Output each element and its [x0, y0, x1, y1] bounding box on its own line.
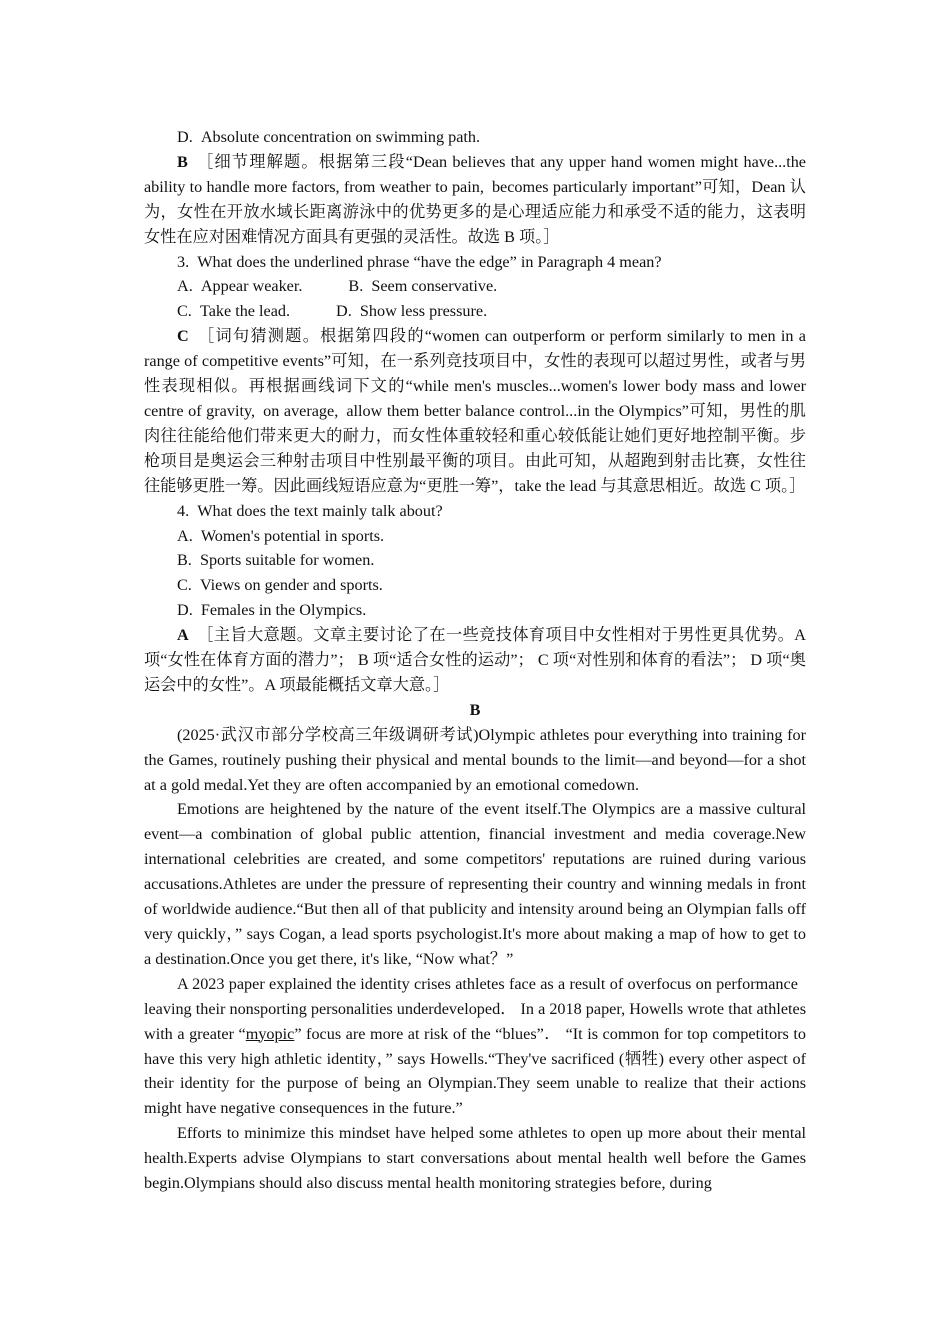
q4-option-c: C. Views on gender and sports.: [177, 576, 383, 595]
q3-answer-letter: C: [177, 327, 189, 346]
q4-explanation: [144, 623, 806, 698]
q2-option-d: D. Absolute concentration on swimming path.: [177, 128, 481, 146]
paragraph-3-text-start: A 2023 paper explained the identity crises athletes face as a result of overfocus on performance leaving their nonsporting personalities underdeveloped． In a 2018 paper, Howells wrote that athletes with a greater “: [144, 974, 806, 1043]
q4-option-a: A. Women's potential in sports.: [177, 526, 385, 545]
q3-option-d: D. Show less pressure.: [336, 302, 488, 321]
section-title: B: [469, 700, 481, 719]
q3-option-c: C. Take the lead.: [177, 302, 291, 321]
paragraph-3-text-end: ” focus are more at risk of the “blues”． “It is common for top competitors to have this very high athletic identity，” says Howells.“They've sacrificed (牺牲) every other aspect of their identity for the purpose of being an Olympian.They seem unable to realize that their actions might have negative consequences in the future.”: [144, 1024, 806, 1118]
passage-paragraph-3: [144, 972, 806, 1121]
q4-answer-letter: A: [177, 626, 189, 645]
q3-explanation: [144, 324, 806, 498]
passage-paragraph-4: Efforts to minimize this mindset have helped some athletes to open up more about their mental health.Experts advise Olympians to start conversations about mental health well before the Games begin.Olympians should also discuss mental health monitoring strategies before, during: [144, 1124, 806, 1193]
passage-paragraph-2: Emotions are heightened by the nature of the event itself.The Olympics are a massive cultural event—a combination of global public attention, financial investment and media coverage.New international celebrities are created, and some competitors' reputations are ruined during various accusations.Athletes are under the pressure of representing their country and winning medals in front of worldwide audience.“But then all of that publicity and intensity around being an Olympian falls off very quickly，” says Cogan, a lead sports psychologist.It's more about making a map of how to get to a destination.Once you get there, it's like, “Now what？”: [144, 800, 806, 968]
q4-stem: 4. What does the text mainly talk about?: [177, 501, 443, 520]
q2-answer-letter: B: [177, 152, 188, 171]
q3-option-a: A. Appear weaker.: [177, 277, 303, 296]
q4-option-d: D. Females in the Olympics.: [177, 601, 367, 620]
document-content: [144, 125, 806, 1196]
q2-explanation-text: ［细节理解题。根据第三段“Dean believes that any upper hand women might have...the ability to handle more factors, from weather to pain, becomes particularly important”可知，Dean 认为，女性在开放水域长距离游泳中的优势更多的是心理适应能力和承受不适的能力，这表明女性在应对困难情况方面具有更强的灵活性。故选 B 项。］: [144, 152, 806, 246]
q3-options-row-1: [144, 274, 806, 299]
q3-options-row-2: [144, 299, 806, 324]
q3-explanation-text: ［词句猜测题。根据第四段的“women can outperform or perform similarly to men in a range of competitive events”可知，在一系列竞技项目中，女性的表现可以超过男性，或者与男性表现相似。再根据画线词下文的“while men's muscles...women's lower body mass and lower centre of gravity, on average, allow them better balance control...in the Olympics”可知，男性的肌肉往往能给他们带来更大的耐力，而女性体重较轻和重心较低能让她们更好地控制平衡。步枪项目是奥运会三种射击项目中性别最平衡的项目。由此可知，从超跑到射击比赛，女性往往能够更胜一筹。因此画线短语应意为“更胜一筹”，take the lead 与其意思相近。故选 C 项。］: [144, 327, 806, 495]
q3-option-b: B. Seem conservative.: [348, 277, 498, 296]
q4-option-b: B. Sports suitable for women.: [177, 551, 375, 570]
q3-stem: 3. What does the underlined phrase “have the edge” in Paragraph 4 mean?: [177, 252, 662, 271]
q4-explanation-text: ［主旨大意题。文章主要讨论了在一些竞技体育项目中女性相对于男性更具优势。A 项“女性在体育方面的潜力”； B 项“适合女性的运动”； C 项“对性别和体育的看法”； D 项“奥运会中的女性”。A 项最能概括文章大意。］: [144, 626, 806, 694]
q2-explanation: [144, 150, 806, 250]
passage-paragraph-1: (2025·武汉市部分学校高三年级调研考试)Olympic athletes pour everything into training for the Games, routinely pushing their physical and mental bounds to the limit—and beyond—for a shot at a gold medal.Yet they are often accompanied by an emotional comedown.: [144, 725, 806, 794]
underlined-word: myopic: [245, 1024, 295, 1043]
